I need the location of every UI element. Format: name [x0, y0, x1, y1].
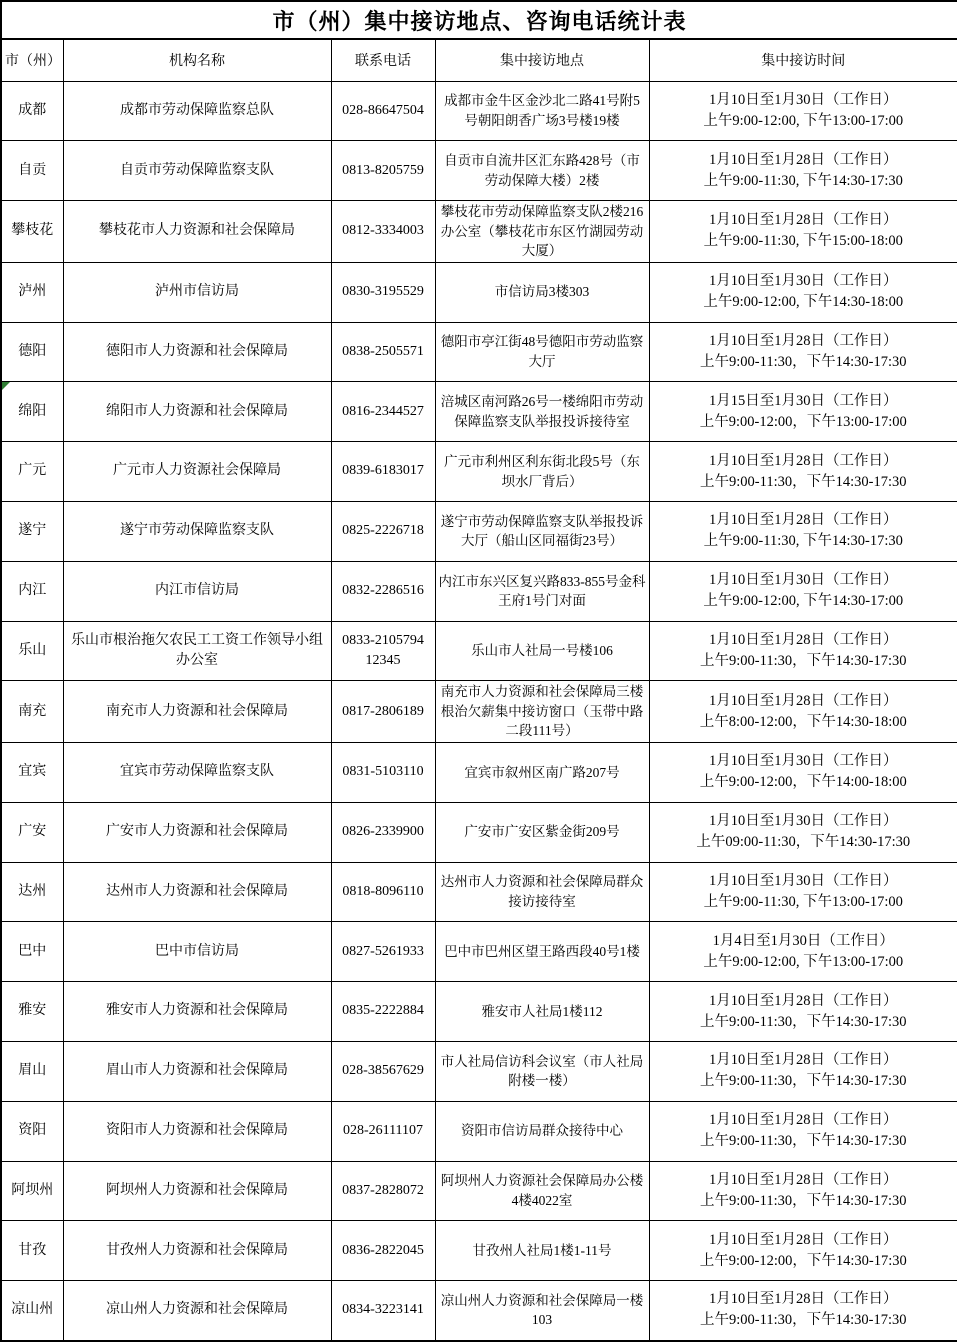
city-label: 眉山: [18, 1063, 47, 1079]
cell-location: 广元市利州区利东街北段5号（东坝水厂背后）: [435, 442, 649, 502]
cell-org: 南充市人力资源和社会保障局: [63, 681, 331, 743]
cell-city: [1, 262, 63, 322]
cell-phone: 0813-8205759: [331, 141, 435, 201]
table-row: [1, 743, 957, 803]
cell-org: 阿坝州人力资源和社会保障局: [63, 1161, 331, 1221]
table-row: [1, 1281, 957, 1341]
cell-phone: 0826-2339900: [331, 802, 435, 862]
cell-location: 凉山州人力资源和社会保障局一楼103: [435, 1281, 649, 1341]
cell-phone: 0818-8096110: [331, 862, 435, 922]
cell-time: [649, 862, 957, 922]
cell-location: 达州市人力资源和社会保障局群众接访接待室: [435, 862, 649, 922]
table-row: [1, 442, 957, 502]
cell-city: [1, 322, 63, 382]
cell-city: [1, 681, 63, 743]
cell-org: 雅安市人力资源和社会保障局: [63, 982, 331, 1042]
time-hours-line: 上午9:00-12:00，下午14:00-18:00: [699, 774, 907, 791]
cell-city: [1, 81, 63, 141]
time-date-line: 1月10日至1月28日（工作日）: [709, 1231, 898, 1248]
cell-phone: 0836-2822045: [331, 1221, 435, 1281]
cell-time: [649, 1161, 957, 1221]
time-date-line: 1月15日至1月30日（工作日）: [709, 392, 898, 409]
cell-phone: 0832-2286516: [331, 561, 435, 621]
time-date-line: 1月10日至1月30日（工作日）: [709, 813, 898, 830]
city-label: 巴中: [18, 943, 47, 959]
time-date-line: 1月10日至1月28日（工作日）: [709, 1052, 898, 1069]
cell-location: 涪城区南河路26号一楼绵阳市劳动保障监察支队举报投诉接待室: [435, 382, 649, 442]
cell-time: [649, 81, 957, 141]
time-hours-line: 上午9:00-11:30，下午14:30-17:30: [700, 1193, 907, 1210]
table-row: [1, 681, 957, 743]
time-date-line: 1月10日至1月30日（工作日）: [709, 273, 898, 290]
cell-org: 凉山州人力资源和社会保障局: [63, 1281, 331, 1341]
time-hours-line: 上午9:00-12:00，下午14:30-17:30: [699, 1252, 907, 1269]
cell-time: [649, 681, 957, 743]
header-location: 集中接访地点: [435, 39, 649, 81]
cell-phone: 028-26111107: [331, 1101, 435, 1161]
cell-time: [649, 922, 957, 982]
time-hours-line: 上午9:00-11:30，下午14:30-17:30: [700, 1013, 907, 1030]
time-date-line: 1月10日至1月28日（工作日）: [709, 992, 898, 1009]
title-row: [1, 1, 957, 39]
excel-green-triangle-icon: [2, 382, 10, 390]
table-row: [1, 81, 957, 141]
cell-location: 市信访局3楼303: [435, 262, 649, 322]
cell-org: 攀枝花市人力资源和社会保障局: [63, 201, 331, 263]
cell-phone: 0838-2505571: [331, 322, 435, 382]
cell-time: [649, 802, 957, 862]
header-org: 机构名称: [63, 39, 331, 81]
cell-city: [1, 141, 63, 201]
cell-phone: 0825-2226718: [331, 501, 435, 561]
cell-phone: 0835-2222884: [331, 982, 435, 1042]
cell-city: [1, 442, 63, 502]
city-label: 自贡: [18, 162, 47, 178]
cell-city: [1, 1281, 63, 1341]
time-hours-line: 上午9:00-12:00, 下午14:30-18:00: [703, 294, 904, 311]
table-row: [1, 1221, 957, 1281]
cell-time: [649, 621, 957, 681]
table-row: [1, 201, 957, 263]
time-date-line: 1月10日至1月28日（工作日）: [709, 631, 898, 648]
cell-time: [649, 201, 957, 263]
cell-org: 内江市信访局: [63, 561, 331, 621]
cell-time: [649, 1101, 957, 1161]
cell-org: 巴中市信访局: [63, 922, 331, 982]
cell-phone: 0812-3334003: [331, 201, 435, 263]
time-date-line: 1月10日至1月28日（工作日）: [709, 332, 898, 349]
header-row: [1, 39, 957, 81]
cell-time: [649, 982, 957, 1042]
city-label: 内江: [18, 583, 47, 599]
city-label: 达州: [18, 883, 47, 899]
city-label: 雅安: [18, 1003, 47, 1019]
city-label: 成都: [18, 102, 47, 118]
table-row: [1, 561, 957, 621]
time-date-line: 1月10日至1月28日（工作日）: [709, 1112, 898, 1129]
cell-org: 宜宾市劳动保障监察支队: [63, 743, 331, 803]
time-hours-line: 上午9:00-11:30，下午14:30-17:30: [700, 1312, 907, 1329]
cell-city: [1, 1101, 63, 1161]
cell-time: [649, 1221, 957, 1281]
cell-org: 眉山市人力资源和社会保障局: [63, 1042, 331, 1102]
cell-location: 阿坝州人力资源社会保障局办公楼4楼4022室: [435, 1161, 649, 1221]
cell-time: [649, 442, 957, 502]
cell-time: [649, 1281, 957, 1341]
cell-org: 成都市劳动保障监察总队: [63, 81, 331, 141]
cell-org: 资阳市人力资源和社会保障局: [63, 1101, 331, 1161]
time-date-line: 1月10日至1月30日（工作日）: [709, 572, 898, 589]
cell-location: 宜宾市叙州区南广路207号: [435, 743, 649, 803]
cell-location: 遂宁市劳动保障监察支队举报投诉大厅（船山区同福街23号）: [435, 501, 649, 561]
city-label: 阿坝州: [11, 1182, 54, 1198]
time-date-line: 1月10日至1月28日（工作日）: [709, 212, 898, 229]
cell-phone: 0816-2344527: [331, 382, 435, 442]
cell-location: 攀枝花市劳动保障监察支队2楼216办公室（攀枝花市东区竹湖园劳动大厦）: [435, 201, 649, 263]
cell-org: 达州市人力资源和社会保障局: [63, 862, 331, 922]
city-label: 泸州: [18, 284, 47, 300]
cell-phone: 0830-3195529: [331, 262, 435, 322]
cell-city: [1, 382, 63, 442]
cell-location: 乐山市人社局一号楼106: [435, 621, 649, 681]
header-phone: 联系电话: [331, 39, 435, 81]
table-row: [1, 621, 957, 681]
city-label: 遂宁: [18, 523, 47, 539]
time-date-line: 1月10日至1月28日（工作日）: [709, 512, 898, 529]
cell-org: 绵阳市人力资源和社会保障局: [63, 382, 331, 442]
city-label: 南充: [18, 703, 47, 719]
cell-location: 资阳市信访局群众接待中心: [435, 1101, 649, 1161]
cell-time: [649, 382, 957, 442]
time-hours-line: 上午9:00-11:30, 下午15:00-18:00: [703, 233, 903, 250]
time-date-line: 1月10日至1月28日（工作日）: [709, 1172, 898, 1188]
table-row: [1, 262, 957, 322]
cell-city: [1, 922, 63, 982]
city-label: 宜宾: [18, 764, 47, 780]
cell-phone: 0839-6183017: [331, 442, 435, 502]
city-label: 广元: [18, 463, 47, 479]
cell-location: 自贡市自流井区汇东路428号（市劳动保障大楼）2楼: [435, 141, 649, 201]
cell-location: 成都市金牛区金沙北二路41号附5号朝阳朗香广场3号楼19楼: [435, 81, 649, 141]
cell-city: [1, 201, 63, 263]
cell-city: [1, 561, 63, 621]
time-hours-line: 上午9:00-11:30, 下午13:00-17:00: [703, 894, 903, 911]
cell-phone: 0827-5261933: [331, 922, 435, 982]
time-hours-line: 上午9:00-11:30，下午14:30-17:30: [700, 1133, 907, 1150]
cell-phone: 0817-2806189: [331, 681, 435, 743]
time-date-line: 1月10日至1月28日（工作日）: [709, 1291, 898, 1308]
cell-location: 南充市人力资源和社会保障局三楼根治欠薪集中接访窗口（玉带中路二段111号）: [435, 681, 649, 743]
cell-location: 广安市广安区紫金街209号: [435, 802, 649, 862]
cell-org: 甘孜州人力资源和社会保障局: [63, 1221, 331, 1281]
table-row: [1, 862, 957, 922]
cell-city: [1, 982, 63, 1042]
time-date-line: 1月10日至1月30日（工作日）: [709, 91, 898, 108]
page-title: 市（州）集中接访地点、咨询电话统计表: [1, 1, 957, 39]
city-label: 资阳: [18, 1123, 47, 1139]
cell-city: [1, 501, 63, 561]
cell-phone: 028-86647504: [331, 81, 435, 141]
cell-location: 巴中市巴州区望王路西段40号1楼: [435, 922, 649, 982]
cell-org: 乐山市根治拖欠农民工工资工作领导小组办公室: [63, 621, 331, 681]
table-row: [1, 922, 957, 982]
cell-location: 市人社局信访科会议室（市人社局附楼一楼）: [435, 1042, 649, 1102]
cell-time: [649, 1042, 957, 1102]
time-hours-line: 上午9:00-12:00，下午13:00-17:00: [699, 413, 907, 430]
cell-time: [649, 561, 957, 621]
cell-org: 自贡市劳动保障监察支队: [63, 141, 331, 201]
cell-org: 遂宁市劳动保障监察支队: [63, 501, 331, 561]
city-label: 绵阳: [18, 403, 47, 419]
cell-city: [1, 1042, 63, 1102]
table-row: [1, 1101, 957, 1161]
city-label: 凉山州: [11, 1302, 54, 1318]
cell-time: [649, 322, 957, 382]
header-city: 市（州）: [1, 39, 63, 81]
city-label: 德阳: [18, 343, 47, 359]
time-hours-line: 上午9:00-11:30，下午14:30-17:30: [700, 1073, 907, 1090]
cell-location: 内江市东兴区复兴路833-855号金科王府1号门对面: [435, 561, 649, 621]
time-hours-line: 上午9:00-11:30，下午14:30-17:30: [700, 353, 907, 370]
cell-phone: 0831-5103110: [331, 743, 435, 803]
table-body: [1, 81, 957, 1341]
cell-time: [649, 743, 957, 803]
cell-city: [1, 1161, 63, 1221]
table-row: [1, 382, 957, 442]
cell-city: [1, 802, 63, 862]
time-hours-line: 上午09:00-11:30，下午14:30-17:30: [696, 834, 911, 851]
header-time: 集中接访时间: [649, 39, 957, 81]
time-hours-line: 上午9:00-12:00, 下午14:30-17:00: [703, 593, 904, 610]
cell-location: 雅安市人社局1楼112: [435, 982, 649, 1042]
cell-city: [1, 743, 63, 803]
cell-time: [649, 262, 957, 322]
cell-phone: 0834-3223141: [331, 1281, 435, 1341]
city-label: 甘孜: [18, 1242, 47, 1258]
city-label: 乐山: [18, 642, 47, 658]
table-row: [1, 802, 957, 862]
cell-org: 泸州市信访局: [63, 262, 331, 322]
time-hours-line: 上午9:00-11:30，下午14:30-17:30: [700, 652, 907, 669]
city-label: 攀枝花: [11, 223, 54, 239]
time-hours-line: 上午9:00-11:30, 下午14:30-17:30: [703, 172, 903, 189]
time-date-line: 1月10日至1月30日（工作日）: [709, 753, 898, 770]
cell-city: [1, 1221, 63, 1281]
table-row: [1, 501, 957, 561]
cell-city: [1, 862, 63, 922]
time-date-line: 1月10日至1月30日（工作日）: [709, 873, 898, 890]
table-row: [1, 1042, 957, 1102]
cell-org: 德阳市人力资源和社会保障局: [63, 322, 331, 382]
time-hours-line: 上午8:00-12:00，下午14:30-18:00: [699, 713, 907, 730]
time-hours-line: 上午9:00-11:30, 下午14:30-17:30: [703, 533, 903, 550]
time-hours-line: 上午9:00-12:00, 下午13:00-17:00: [703, 112, 904, 129]
cell-city: [1, 621, 63, 681]
cell-phone: 0837-2828072: [331, 1161, 435, 1221]
city-label: 广安: [18, 824, 47, 840]
cell-location: 甘孜州人社局1楼1-11号: [435, 1221, 649, 1281]
table-row: [1, 322, 957, 382]
cell-phone: 028-38567629: [331, 1042, 435, 1102]
time-date-line: 1月10日至1月28日（工作日）: [709, 692, 898, 709]
time-hours-line: 上午9:00-12:00, 下午13:00-17:00: [703, 953, 904, 970]
cell-time: [649, 501, 957, 561]
table-row: [1, 1161, 957, 1221]
time-date-line: 1月4日至1月30日（工作日）: [712, 932, 894, 949]
time-hours-line: 上午9:00-11:30，下午14:30-17:30: [700, 473, 907, 490]
cell-org: 广元市人力资源社会保障局: [63, 442, 331, 502]
cell-phone: 0833-2105794 12345: [331, 621, 435, 681]
table-row: [1, 141, 957, 201]
cell-time: [649, 141, 957, 201]
table-row: [1, 982, 957, 1042]
time-date-line: 1月10日至1月28日（工作日）: [709, 151, 898, 168]
cell-location: 德阳市亭江街48号德阳市劳动监察大厅: [435, 322, 649, 382]
cell-org: 广安市人力资源和社会保障局: [63, 802, 331, 862]
time-date-line: 1月10日至1月28日（工作日）: [709, 452, 898, 469]
